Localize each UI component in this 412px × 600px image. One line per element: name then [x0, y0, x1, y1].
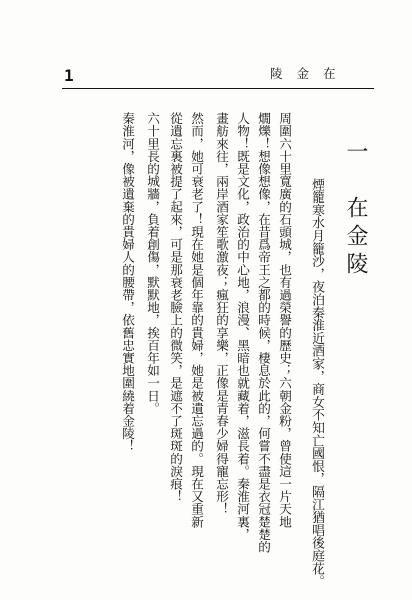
- body-column: 從遺忘裏被提了起來，可是那衰老臉上的微笑，是遮不了斑斑的淚痕！: [168, 112, 183, 503]
- chapter-title: 一 在金陵: [343, 140, 368, 280]
- body-column: 秦淮河，像被遺棄的貴婦人的腰帶，依舊忠實地圍繞着金陵！: [120, 112, 135, 453]
- body-column: 然而，她可衰老了！現在她是個年靠的貴婦，她是被遺忘過的。現在又重新: [189, 112, 204, 528]
- body-column: 人物！既是文化，政治的中心地，浪漫、黑暗也就藏着，滋長着。秦淮河裏，: [235, 112, 250, 541]
- body-column: 周圍六十里寬廣的石頭城，也有過榮譽的歷史；六朝金粉，曾使這一片天地: [277, 112, 292, 528]
- header-rule: [62, 88, 374, 89]
- page-number: 1: [64, 66, 74, 85]
- body-column: 畫舫來往，兩岸酒家笙歌激夜；瘋狂的享樂，正像是青春少婦得寵忘形！: [214, 112, 229, 516]
- body-column: 六十里長的城牆，負着創傷，默默地，挨百年如一日。: [145, 112, 160, 415]
- body-column: 燗爍！想像想像，在昔爲帝王之都的時候，棲息於此的，何嘗不盡是衣冠楚楚的: [256, 112, 271, 553]
- running-head: 陵金在: [270, 66, 350, 81]
- epigraph: 煙籠寒水月籠沙，夜泊秦淮近酒家，商女不知亡國恨，隔江猶唱後庭花。: [309, 178, 324, 588]
